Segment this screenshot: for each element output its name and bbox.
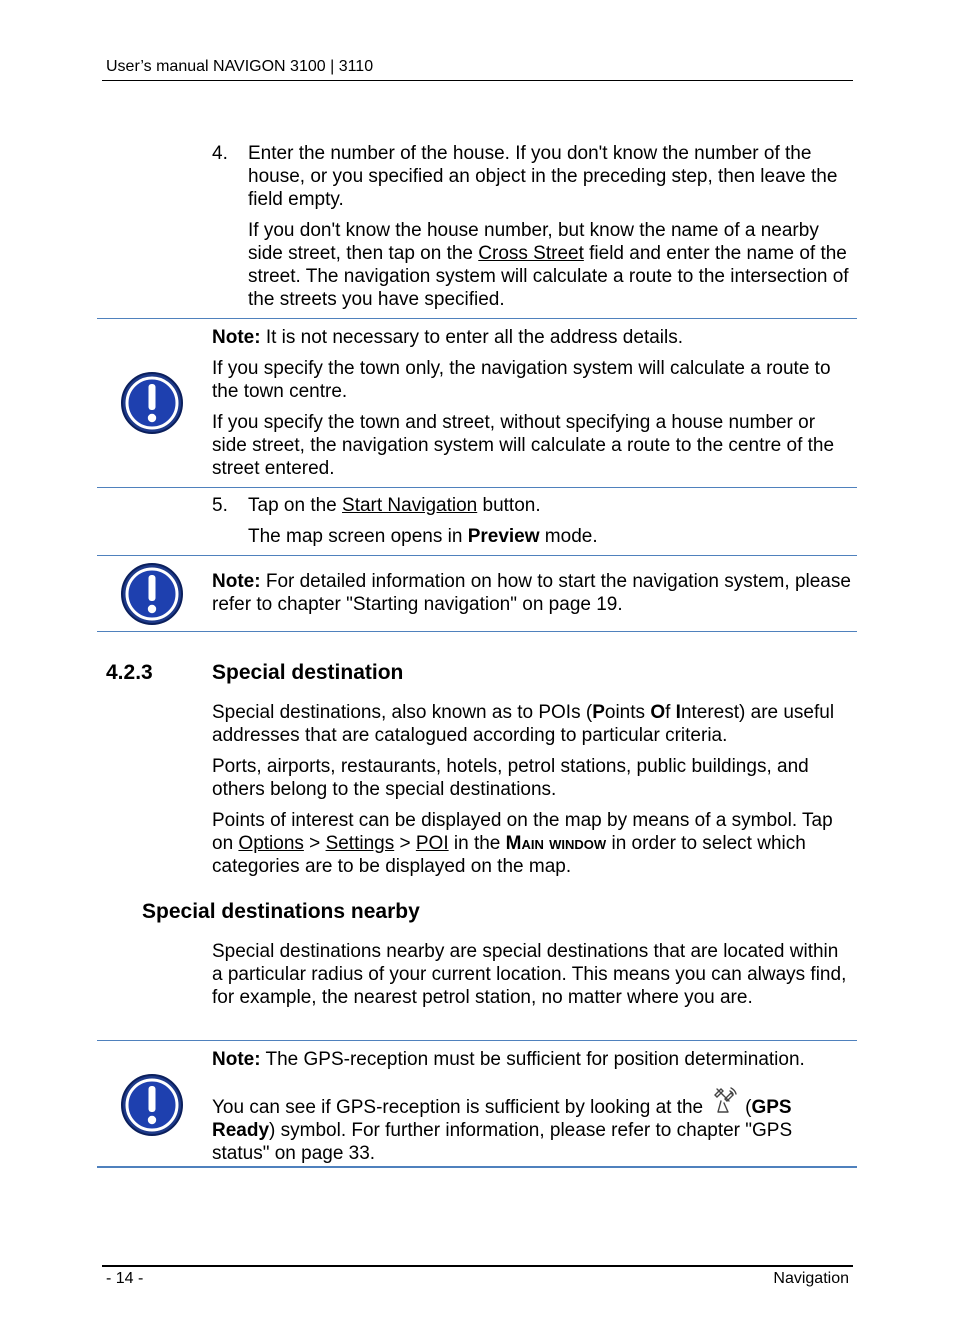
section-p3-b: in the (448, 833, 506, 854)
poi-link[interactable]: POI (415, 833, 449, 854)
section-p1-c2: f (665, 702, 676, 723)
note-3-para2 (212, 1085, 842, 1165)
note-3-label: Note: (212, 1049, 261, 1070)
footer-rule (102, 1265, 853, 1267)
note-rule-bottom-3 (97, 1166, 857, 1168)
note-rule-bottom-2 (97, 631, 857, 632)
step-4-text: Enter the number of the house. If you don't know the number of the house, or you specified an object in the preceding step, then leave the field empty. (248, 143, 838, 210)
step-5-para2-a: The map screen opens in (248, 526, 468, 547)
subsection-p1: Special destinations nearby are special destinations that are located within a particular radius of your current location. This means you can always find, for example, the nearest petrol station, no matter where you are. (212, 941, 847, 1008)
step-4-para2-b: field and enter the name of the street. The navigation system will calculate a route to the intersection of the streets you have specified. (248, 243, 849, 310)
section-p2: Ports, airports, restaurants, hotels, petrol stations, public buildings, and others belong to the special destinations. (212, 756, 809, 800)
exclamation-icon (120, 1073, 184, 1137)
section-title: Special destination (212, 661, 404, 684)
note-rule-top-1 (97, 318, 857, 319)
note-rule-bottom-1 (97, 487, 857, 488)
section-number: 4.2.3 (106, 661, 153, 684)
step-5-para2 (248, 525, 858, 548)
page-header: User’s manual NAVIGON 3100 | 3110 (106, 58, 374, 75)
note-3-gps-ready: GPS Ready (212, 1097, 792, 1141)
note-2-text (212, 570, 852, 616)
step-5 (248, 494, 858, 548)
exclamation-icon (120, 371, 184, 435)
step-5-text-a: Tap on the (248, 495, 343, 516)
exclamation-icon (120, 562, 184, 626)
note-3-line1-text: The GPS-reception must be sufficient for position determination. (260, 1049, 805, 1070)
step-4-para2 (248, 219, 858, 311)
note-2-body: For detailed information on how to start the navigation system, please refer to chapter "Starting navigation" on page 19. (212, 571, 851, 615)
section-p3 (212, 809, 852, 878)
note-3-line1 (212, 1048, 842, 1071)
step-5-text-b: button. (477, 495, 541, 516)
header-rule (102, 80, 853, 81)
subsection-title: Special destinations nearby (142, 900, 420, 923)
section-p1-c1: oints (604, 702, 651, 723)
main-window-term: Main window (505, 833, 607, 854)
section-p1 (212, 701, 852, 747)
note-rule-top-3 (97, 1040, 857, 1041)
note-3-paren: ( (745, 1097, 752, 1118)
step-number-4: 4. (212, 143, 228, 164)
section-p3-a: Points of interest can be displayed on the map by means of a symbol. Tap on (212, 810, 833, 854)
note-3-p2-b: ) symbol. For further information, please refer to chapter "GPS status" on page 33. (212, 1120, 793, 1164)
step-5-preview: Preview (467, 526, 540, 547)
gps-ready-icon (709, 1085, 739, 1115)
step-5-para2-b: mode. (539, 526, 598, 547)
start-navigation-link[interactable]: Start Navigation (342, 495, 478, 516)
page-number: - 14 - (106, 1270, 144, 1287)
settings-link[interactable]: Settings (325, 833, 395, 854)
note-3-p2-a: You can see if GPS-reception is sufficient by looking at the (212, 1097, 704, 1118)
note-2-label: Note: (212, 571, 261, 592)
note-1-line1-text: It is not necessary to enter all the address details. (260, 327, 684, 348)
note-1-para2: If you specify the town only, the navigation system will calculate a route to the town centre. (212, 358, 831, 402)
note-1-label: Note: (212, 327, 261, 348)
section-p1-c3: nterest) are useful addresses that are catalogued according to particular criteria. (212, 702, 835, 746)
note-1 (212, 326, 852, 480)
options-link[interactable]: Options (238, 833, 304, 854)
note-3 (212, 1048, 842, 1165)
section-p1-b1: P (592, 702, 605, 723)
note-rule-top-2 (97, 555, 857, 556)
note-1-line1 (212, 326, 852, 349)
section-body (212, 701, 852, 878)
section-p3-sep1: > (303, 833, 326, 854)
section-p3-sep2: > (394, 833, 416, 854)
section-p1-b3: I (675, 702, 681, 723)
step-4-para2-a: If you don't know the house number, but know the name of a nearby side street, then tap on the (248, 220, 819, 264)
note-2 (212, 570, 852, 616)
section-p1-b2: O (650, 702, 666, 723)
step-5-text (248, 494, 858, 517)
step-number-5: 5. (212, 495, 228, 516)
section-p3-c: in order to select which categories are to be displayed on the map. (212, 833, 806, 877)
cross-street-link[interactable]: Cross Street (478, 243, 584, 264)
footer-section: Navigation (773, 1270, 849, 1287)
section-p1-a: Special destinations, also known as to POIs ( (212, 702, 593, 723)
step-4 (248, 142, 858, 311)
note-1-para3: If you specify the town and street, without specifying a house number or side street, the navigation system will calculate a route to the centre of the street entered. (212, 412, 835, 479)
